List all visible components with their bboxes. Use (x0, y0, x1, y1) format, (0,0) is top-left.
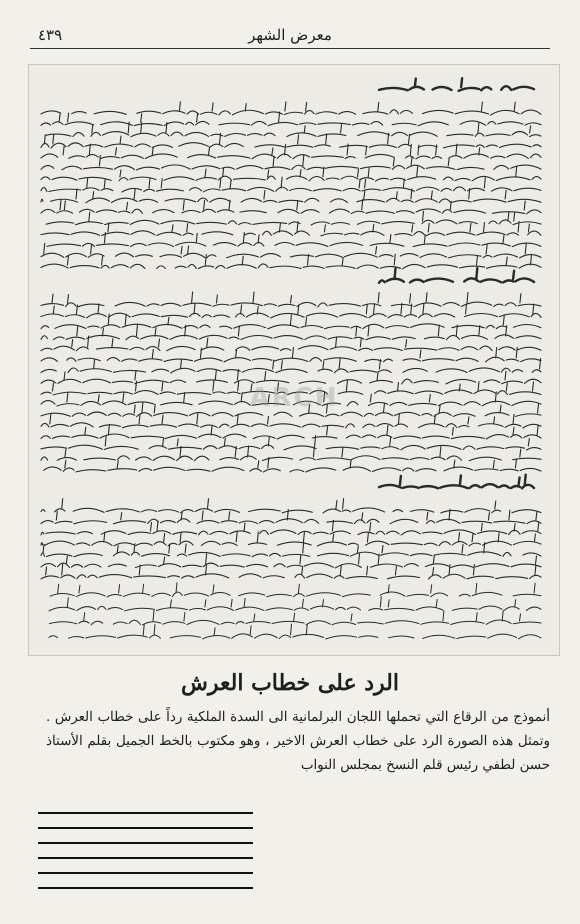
script-line (47, 232, 541, 246)
rule-line (38, 827, 253, 829)
script-line (41, 102, 541, 115)
rule-line (38, 872, 253, 874)
script-line (45, 122, 541, 137)
running-title: معرض الشهر (248, 26, 332, 44)
handwritten-lines (29, 65, 559, 655)
script-line (41, 446, 541, 461)
script-line (41, 177, 541, 192)
script-line (41, 133, 541, 148)
rule-line (38, 812, 253, 814)
script-line (50, 583, 541, 597)
script-line (41, 222, 541, 236)
script-line (49, 624, 541, 639)
page-number: ٤٣٩ (38, 26, 63, 44)
decorative-rules (38, 812, 253, 902)
page-header (30, 26, 550, 49)
rule-line (38, 842, 253, 844)
script-line (41, 348, 541, 362)
script-line (41, 243, 541, 258)
script-line (46, 211, 541, 225)
script-line (41, 325, 541, 340)
script-line (379, 268, 534, 283)
script-line (41, 531, 541, 546)
watermark: ARCH (249, 383, 339, 413)
script-line (44, 458, 541, 473)
rule-line (38, 857, 253, 859)
script-line (41, 424, 541, 439)
script-line (41, 358, 541, 373)
script-line (41, 554, 541, 568)
section-title: الرد على خطاب العرش (181, 670, 399, 696)
script-line (41, 112, 541, 126)
rule-line (38, 887, 253, 889)
manuscript-image (28, 64, 560, 656)
script-line (50, 610, 542, 625)
script-line (41, 336, 541, 351)
section-caption: أنموذج من الرقاع التي تحملها اللجان البرلمانية الى السدة الملكية رداً على خطاب العرش . وتمثل هذه الصورة الرد على خطاب العرش الاخير ، وهو مكتوب بالخط الجميل بقلم الأستاذ حسن لطفي رئيس قلم النسخ بمجلس النواب (46, 710, 550, 773)
script-line (379, 78, 534, 91)
script-line (41, 499, 541, 514)
script-line (379, 475, 534, 489)
script-line (49, 597, 541, 611)
script-line (41, 199, 541, 214)
script-line (41, 436, 541, 451)
